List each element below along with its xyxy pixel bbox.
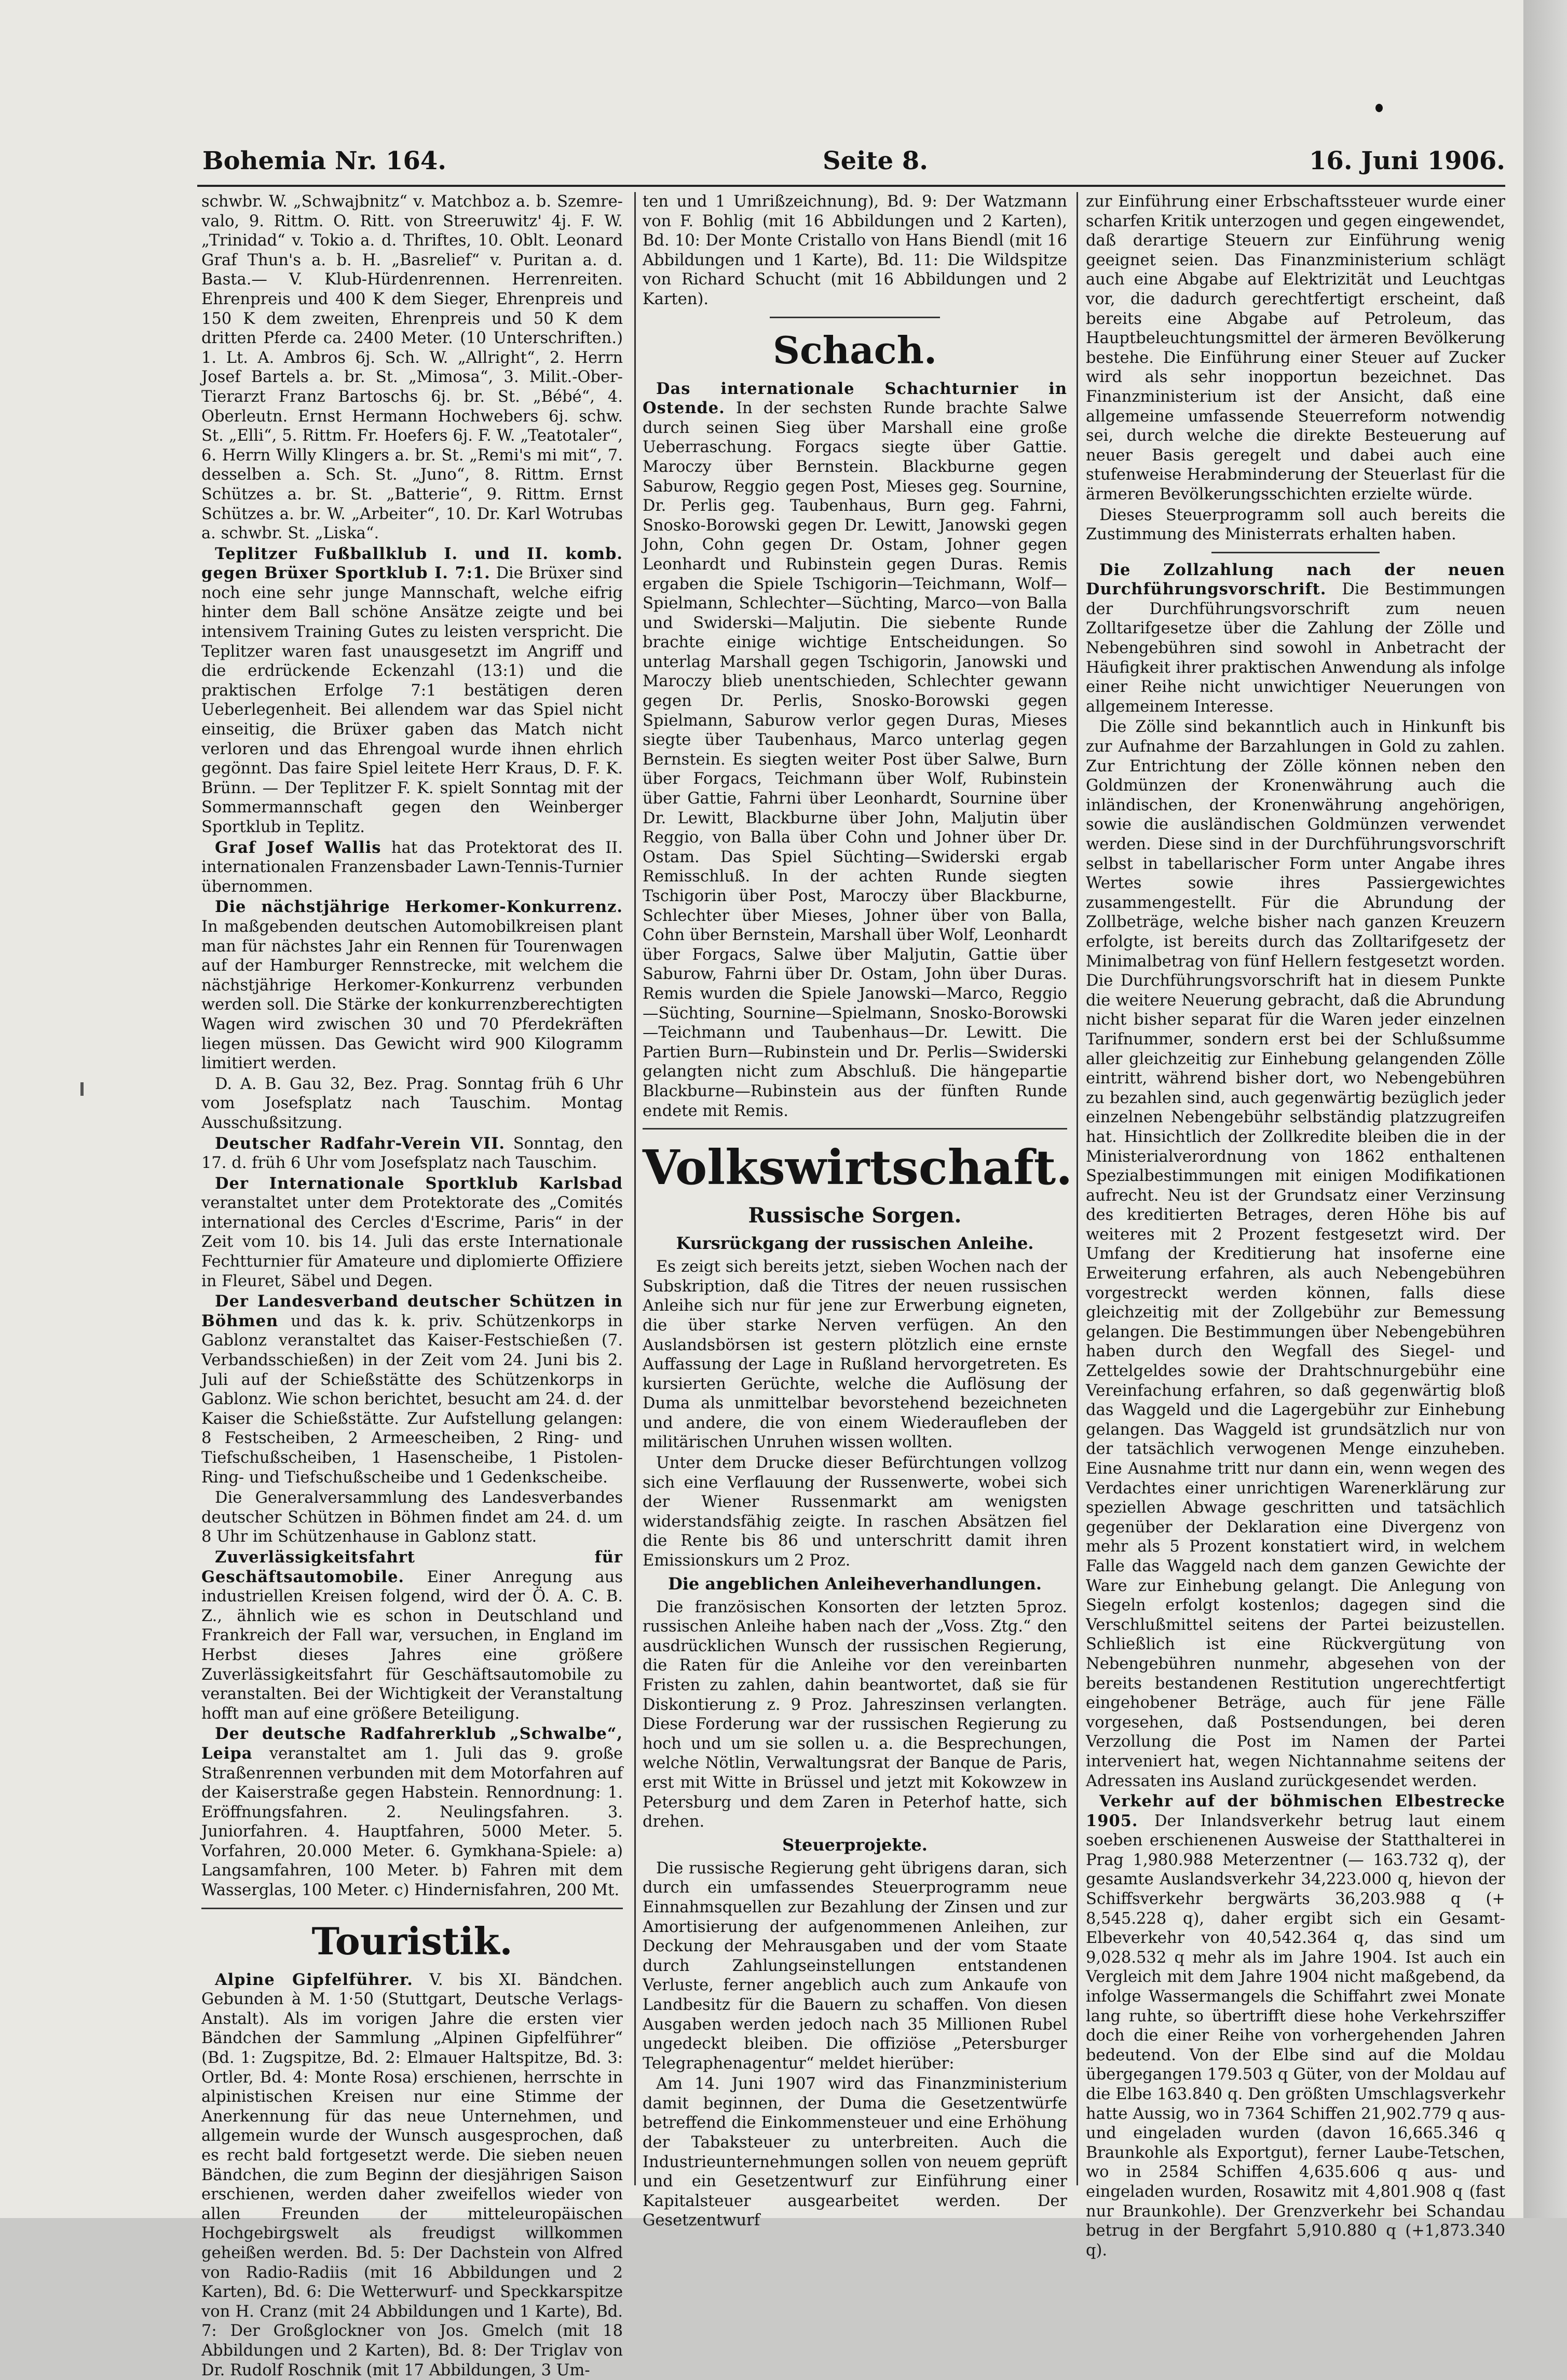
ink-spot [1375, 104, 1383, 112]
column-1 [201, 192, 623, 2379]
article-title: Russische Sorgen. [748, 1203, 962, 1228]
article-text: Der Inlandsverkehr betrug laut einem soeben erschienenen Ausweise der Statthalterei in Prag 1,980.988 Meterzentner (— 163.732 q), der gesamte Auslandsverkehr 34,223.000 q, hievon der Schiffsverkehr bergwärts 36,203.988 q (+ 8,545.228 q), daher ergibt sich ein Gesamt-Elbeverkehr von 40,542.364 q, das sind um 9,028.532 q mehr als im Jahre 1904. Ist auch ein Vergleich mit dem Jahre 1904 nicht maßgebend, da infolge Wassermangels die Schiffahrt zwei Monate lang ruhte, so übertrifft diese hohe Verkehrsziffer doch die einer Reihe von vorhergehenden Jahren bedeutend. Von der Elbe sind auf die Moldau übergegangen 179.503 q Güter, von der Moldau auf die Elbe 163.840 q. Den größten Umschlagsverkehr hatte Aussig, wo in 7364 Schiffen 21,902.779 q aus- und eingeladen wurden (davon 16,665.346 q Braunkohle als Exportgut), ferner Laube-Tetschen, wo in 2584 Schiffen 4,635.606 q aus- und eingeladen wurden, Rosawitz mit 4,801.908 q (fast nur Braunkohle). Der Grenzverkehr bei Schandau betrug in der Bergfahrt 5,910.880 q (+1,873.340 q). [1086, 1812, 1505, 2260]
section-divider [201, 1908, 623, 1909]
article-text: Die Brüxer sind noch eine sehr junge Mannschaft, welche eifrig hinter dem Ball schöne Ansätze zeigte und bei intensivem Training Gutes zu leisten verspricht. Die Teplitzer waren fast unausgesetzt im Angriff und die erdrückende Eckenzahl (13:1) und die praktischen Erfolge 7:1 bestätigen deren Ueberlegenheit. Bei allendem war das Spiel nicht einseitig, die Brüxer gaben das Match nicht verloren und das Ehrengoal wurde ihnen ehrlich gegönnt. Das faire Spiel leitete Herr Kraus, D. F. K. Brünn. — Der Teplitzer F. K. spielt Sonntag mit der Sommermannschaft gegen den Weinberger Sportklub in Teplitz. [201, 564, 623, 836]
header-publication: Bohemia Nr. 164. [202, 146, 446, 175]
article-subtitle: Die angeblichen Anleiheverhandlungen. [667, 1573, 1042, 1594]
article-text: ten und 1 Umrißzeichnung), Bd. 9: Der Watzmann von F. Bohlig (mit 16 Abbildungen und 2 Karten), Bd. 10: Der Monte Cristallo von Hans Biendl (mit 16 Abbildungen und 1 Karte), Bd. 11: Die Wildspitze von Richard Schucht (mit 16 Abbildungen und 2 Karten). [643, 193, 1067, 308]
article-paragraph [201, 1174, 623, 1291]
article-text: Die Generalversammlung des Landesverbandes deutscher Schützen in Böhmen findet am 24. d. um 8 Uhr im Schützenhause in Gablonz statt. [201, 1489, 623, 1546]
article-paragraph [1086, 1792, 1505, 2260]
article-paragraph [201, 1724, 623, 1900]
article-heading: Teplitzer Fußballklub I. und II. komb. gegen Brüxer Sportklub I. 7:1. [201, 544, 623, 583]
article-paragraph [643, 379, 1067, 1121]
article-paragraph [201, 1970, 623, 2380]
article-subtitle: Kursrückgang der russischen Anleihe. [676, 1233, 1034, 1254]
article-paragraph [201, 1134, 623, 1173]
article-paragraph [201, 1548, 623, 1723]
article-heading: Alpine Gipfelführer. [215, 1970, 413, 1989]
article-heading: Der deutsche Radfahrerklub „Schwalbe“, Leipa [201, 1724, 623, 1763]
article-text: hat das Protektorat des II. internationalen Franzensbader Lawn-Tennis-Turnier übernommen. [201, 838, 623, 896]
article-heading: Der Landesverband deutscher Schützen in Böhmen [201, 1292, 623, 1330]
column-3 [1086, 192, 1505, 2260]
article-paragraph [201, 897, 623, 1073]
section-title-touristik: Touristik. [311, 1919, 513, 1963]
article-paragraph [201, 838, 623, 897]
article-text: Unter dem Drucke dieser Befürchtungen vollzog sich eine Verflauung der Russenwerte, wobei sich der Wiener Russenmarkt am wenigsten widerstandsfähig zeigte. In raschen Absätzen fiel die Rente bis 86 und unterschritt damit ihren Emissionskurs um 2 Proz. [643, 1454, 1067, 1570]
article-heading: Verkehr auf der böhmischen Elbestrecke 1905. [1086, 1792, 1505, 1830]
section-title-schach: Schach. [772, 328, 937, 372]
column-rule [634, 192, 636, 2185]
article-text: veranstaltet unter dem Protektorate des „Comités international des Cercles d'Escrime, Paris“ in der Zeit vom 10. bis 14. Juli das erste Internationale Fechtturnier für Amateure und diplomierte Offiziere in Fleuret, Säbel und Degen. [201, 1194, 623, 1290]
article-paragraph [201, 545, 623, 837]
article-text: Sonntag, den 17. d. früh 6 Uhr vom Josefsplatz nach Tauschim. [201, 1134, 623, 1173]
section-divider [770, 317, 939, 318]
article-heading: Die Zollzahlung nach der neuen Durchführungsvorschrift. [1086, 560, 1505, 599]
article-text: zur Einführung einer Erbschaftssteuer wurde einer scharfen Kritik unterzogen und gegen eingewendet, daß derartige Steuern zur Einführung wenig geeignet seien. Das Finanzministerium schlägt auch eine Abgabe auf Elektrizität und Leuchtgas vor, die dadurch gerechtfertigt erscheint, daß bereits eine Abgabe auf Petroleum, das Hauptbeleuchtungsmittel der ärmeren Bevölkerung bestehe. Die Einführung einer Steuer auf Zucker wird als sehr inopportun bezeichnet. Das Finanzministerium ist der Ansicht, daß eine allgemeine umfassende Steuerreform notwendig sei, durch welche die direkte Besteuerung auf neuer Basis geregelt und dabei auch eine stufenweise Herabminderung der Steuerlast für die ärmeren Bevölkerungsschichten erzielte würde. [1086, 193, 1505, 504]
article-paragraph [201, 1292, 623, 1487]
page-edge-shadow [1523, 0, 1567, 2218]
article-heading: Graf Josef Wallis [215, 838, 381, 857]
header-rule [197, 185, 1505, 187]
section-title-volkswirtschaft: Volkswirtschaft. [643, 1139, 1073, 1196]
article-text: In der sechsten Runde brachte Salwe durch seinen Sieg über Marshall eine große Ueberraschung. Forgacs siegte über Gattie. Maroczy über Bernstein. Blackburne gegen Saburow, Reggio gegen Post, Mieses geg. Sournine, Dr. Perlis geg. Taubenhaus, Burn geg. Fahrni, Snosko-Borowski gegen Dr. Lewitt, Janowski gegen John, Cohn gegen Dr. Ostam, Johner gegen Leonhardt und Rubinstein gegen Duras. Remis ergaben die Spiele Tschigorin—Teichmann, Wolf—Spielmann, Schlechter—Süchting, Marco—von Balla und Swiderski—Maljutin. Die siebente Runde brachte einige wichtige Entscheidungen. So unterlag Marshall gegen Tschigorin, Janowski und Maroczy blieb unentschieden, Schlechter gewann gegen Dr. Perlis, Snosko-Borowski gegen Spielmann, Saburow verlor gegen Duras, Mieses siegte über Taubenhaus, Marco unterlag gegen Bernstein. Es siegten weiter Post über Salwe, Burn über Forgacs, Teichmann über Wolf, Rubinstein über Gattie, Fahrni über Leonhardt, Sournine über Dr. Lewitt, Blackburne über John, Maljutin über Reggio, von Balla über Cohn und Johner über Dr. Ostam. Das Spiel Süchting—Swiderski ergab Remisschluß. In der achten Runde siegten Tschigorin über Post, Maroczy über Blackburne, Schlechter über Mieses, Johner über von Balla, Cohn über Bernstein, Marshall über Wolf, Leonhardt über Forgacs, Salwe über Maljutin, Gattie über Saburow, Fahrni über Dr. Ostam, John über Duras. Remis wurden die Spiele Janowski—Marco, Reggio—Süchting, Sournine—Spielmann, Snosko-Borowski—Teichmann und Taubenhaus—Dr. Lewitt. Die Partien Burn—Rubinstein und Dr. Perlis—Swiderski gelangten nicht zum Abschluß. Die hängepartie Blackburne—Rubinstein aus der fünften Runde endete mit Remis. [643, 399, 1067, 1120]
article-text: Am 14. Juni 1907 wird das Finanzministerium damit beginnen, der Duma die Gesetzentwürfe betreffend die Einkommensteuer und eine Erhöhung der Tabaksteuer zu unterbreiten. Auch die Industrieunternehmungen sollen von neuem geprüft und ein Gesetzentwurf zur Einführung einer Kapitalsteuer ausgearbeitet werden. Der Gesetzentwurf [643, 2075, 1067, 2230]
article-text: Einer Anregung aus industriellen Kreisen folgend, wird der Ö. A. C. B. Z., ähnlich wie es schon in Deutschland und Frankreich der Fall war, versuchen, in England im Herbst dieses Jahres eine größere Zuverlässigkeitsfahrt für Geschäftsautomobile zu veranstalten. Bei der Wichtigkeit der Veranstaltung hofft man auf eine größere Beteiligung. [201, 1568, 623, 1723]
page-header [197, 140, 1505, 187]
header-page-number: Seite 8. [823, 146, 928, 175]
section-divider [643, 1128, 1067, 1130]
article-text: Es zeigt sich bereits jetzt, sieben Wochen nach der Subskription, daß die Titres der neuen russischen Anleihe sich nur für jene zur Erwerbung eigneten, die über starke Nerven verfügen. An den Auslandsbörsen ist gestern plötzlich eine ernste Auffassung der Lage in Rußland hervorgetreten. Es kursierten Gerüchte, welche die Auflösung der Duma als unmittelbar bevorstehend bezeichneten und andere, die von einem Wiederaufleben der militärischen Unruhen wissen wollten. [643, 1258, 1067, 1452]
article-paragraph [1086, 561, 1505, 717]
column-2 [643, 192, 1073, 2230]
article-text: In maßgebenden deutschen Automobilkreisen plant man für nächstes Jahr ein Rennen für Tourenwagen auf der Hamburger Rennstrecke, mit welchem die nächstjährige Herkomer-Konkurrenz verbunden werden soll. Die Stärke der konkurrenzberechtigten Wagen wird zwischen 30 und 70 Pferdekräften liegen müssen. Das Gewicht wird 900 Kilogramm limitiert werden. [201, 917, 623, 1073]
article-text: Die Bestimmungen der Durchführungsvorschrift zum neuen Zolltarifgesetze über die Zahlung der Zölle und Nebengebühren sind sowohl in Anbetracht der Häufigkeit ihrer praktischen Anwendung als infolge einer Reihe nicht unwichtiger Neuerungen von allgemeinem Interesse. [1086, 580, 1505, 716]
header-date: 16. Juni 1906. [1309, 146, 1505, 175]
article-text: Die Zölle sind bekanntlich auch in Hinkunft bis zur Aufnahme der Barzahlungen in Gold zu zahlen. Zur Entrichtung der Zölle können neben den Goldmünzen der Kronenwährung auch die inländischen, der Kronenwährung angehörigen, sowie die ausländischen Goldmünzen verwendet werden. Diese sind in der Durchführungsvorschrift selbst in tabellarischer Form unter Angabe ihres Wertes sowie ihres Passiergewichtes zusammengestellt. Für die Abrundung der Zollbeträge, welche bisher nach ganzen Kreuzern erfolgte, ist bereits durch das Zolltarifgesetz der Minimalbetrag von fünf Hellern festgesetzt worden. Die Durchführungsvorschrift hat in diesem Punkte die weitere Neuerung gebracht, daß die Abrundung nicht bisher separat für die Waren jeder einzelnen Tarifnummer, sondern erst bei der Schlußsumme aller gleichzeitig zur Einhebung gelangenden Zölle eintritt, während bisher dort, wo Nebengebühren zu bezahlen sind, auch gegenwärtig bezüglich jeder einzelnen Nebengebühr selbständig platzzugreifen hat. Hinsichtlich der Zollkredite bleiben die in der Ministerialverordnung von 1862 enthaltenen Spezialbestimmungen mit einigen Modifikationen aufrecht. Neu ist der Grundsatz einer Verzinsung des kreditierten Betrages, deren Höhe bis auf weiteres mit 2 Prozent festgesetzt wird. Der Umfang der Kreditierung hat insoferne eine Erweiterung erfahren, als auch Nebengebühren vorgestreckt werden können, falls diese gleichzeitig mit der Zollgebühr zur Bemessung gelangen. Die Bestimmungen über Nebengebühren haben durch den Wegfall des Siegel- und Zettelgeldes sowie der Drahtschnurgebühr eine Vereinfachung erfahren, so daß gegenwärtig bloß das Waggeld und die Lagergebühr zur Einhebung gelangen. Das Waggeld ist grundsätzlich nur von der tatsächlich verwogenen Menge einzuheben. Eine Ausnahme tritt nur dann ein, wenn wegen des Verdachtes einer unrichtigen Warenerklärung zur speziellen Abwage geschritten und tatsächlich gegenüber der Deklaration eine Divergenz von mehr als 5 Prozent konstatiert wird, in welchem Falle das Waggeld nach dem ganzen Gewichte der Ware zur Einhebung gelangt. Die Anlegung von Siegeln erfolgt kostenlos; dagegen sind die Verschlußmittel seitens der Partei beizustellen. Schließlich ist eine Rückvergütung von Nebengebühren nunmehr, abgesehen von der bereits bestandenen Restitution ungerechtfertigt eingehobener Beträge, auch für jene Fälle vorgesehen, daß Postsendungen, bei deren Verzollung die Post im Namen der Partei interveniert hat, wegen Nichtannahme seitens der Adressaten ins Ausland zurückgesendet werden. [1086, 718, 1505, 1790]
article-text: D. A. B. Gau 32, Bez. Prag. Sonntag früh 6 Uhr vom Josefsplatz nach Tauschim. Montag Ausschußsitzung. [201, 1075, 623, 1132]
article-text: veranstaltet am 1. Juli das 9. große Straßenrennen verbunden mit dem Motorfahren auf der Kaiserstraße gegen Habstein. Rennordnung: 1. Eröffnungsfahren. 2. Neulingsfahren. 3. Juniorfahren. 4. Hauptfahren, 5000 Meter. 5. Vorfahren, 20.000 Meter. 6. Gymkhana-Spiele: a) Langsamfahren, 100 Meter. b) Fahren mit dem Wasserglas, 100 Meter. c) Hindernisfahren, 200 Mt. [201, 1744, 623, 1900]
article-text: und das k. k. priv. Schützenkorps in Gablonz veranstaltet das Kaiser-Festschießen (7. Verbandsschießen) in der Zeit vom 24. Juni bis 2. Juli auf der Schießstätte des Schützenkorps in Gablonz. Wie schon berichtet, besucht am 24. d. der Kaiser die Schießstätte. Zur Aufstellung gelangen: 8 Festscheiben, 2 Armeescheiben, 2 Ring- und Tiefschußscheiben, 1 Hasenscheibe, 1 Pistolen-Ring- und Tiefschußscheibe und 1 Gedenkscheibe. [201, 1312, 623, 1487]
article-subtitle: Steuerprojekte. [782, 1834, 928, 1855]
margin-mark [80, 1082, 84, 1096]
article-heading: Der Internationale Sportklub Karlsbad [215, 1174, 623, 1193]
column-rule [1077, 192, 1078, 2185]
article-text: Die französischen Konsorten der letzten 5proz. russischen Anleihe haben nach der „Voss. Ztg.“ den ausdrücklichen Wunsch der russischen Regierung, die Raten für die Anleihe vor den vereinbarten Fristen zu zahlen, dahin beantwortet, daß sie für Diskontierung z. 9 Proz. Jahreszinsen verlangten. Diese Forderung war der russischen Regierung zu hoch und um sie sollen u. a. die Besprechungen, welche Nötlin, Verwaltungsrat der Banque de Paris, erst mit Witte in Brüssel und jetzt mit Kokowzew in Petersburg und dem Zaren in Peterhof hatte, sich drehen. [643, 1598, 1067, 1831]
article-heading: Das internationale Schachturnier in Ostende. [643, 379, 1067, 418]
article-heading: Zuverlässigkeitsfahrt für Geschäftsautomobile. [201, 1547, 623, 1586]
section-divider [1211, 552, 1379, 553]
article-text: Die russische Regierung geht übrigens daran, sich durch ein umfassendes Steuerprogramm neue Einnahmsquellen zur Bezahlung der Zinsen und zur Amortisierung der aufgenommenen Anleihen, zur Deckung der Mehrausgaben und der vom Staate durch Zahlungseinstellungen entstandenen Verluste, ferner angeblich auch zum Ankaufe von Landbesitz für die Bauern zu schaffen. Von diesen Ausgaben werden jedoch nach 35 Millionen Rubel ungedeckt bleiben. Die offiziöse „Petersburger Telegraphenagentur“ meldet hierüber: [643, 1859, 1067, 2073]
article-text: schwbr. W. „Schwajbnitz“ v. Matchboz a. b. Szemre-valo, 9. Rittm. O. Ritt. von Streeruwitz' 4j. F. W. „Trinidad“ v. Tokio a. d. Thriftes, 10. Oblt. Leonard Graf Thun's a. b. H. „Basrelief“ v. Puritan a. d. Basta.— V. Klub-Hürdenrennen. Herrenreiten. Ehrenpreis und 400 K dem Sieger, Ehrenpreis und 150 K dem zweiten, Ehrenpreis und 50 K dem dritten Pferde ca. 2400 Meter. (10 Unterschriften.) 1. Lt. A. Ambros 6j. Sch. W. „Allright“, 2. Herrn Josef Bartels a. br. St. „Mimosa“, 3. Milit.-Ober-Tierarzt Franz Bartoschs 6j. br. St. „Bébé“, 4. Oberleutn. Ernst Hermann Hochwebers 6j. schw. St. „Elli“, 5. Rittm. Fr. Hoefers 6j. F. W. „Teatotaler“, 6. Herrn Willy Klingers a. br. St. „Remi's mi mit“, 7. desselben a. Sch. St. „Juno“, 8. Rittm. Ernst Schützes a. br. St. „Batterie“, 9. Rittm. Ernst Schützes a. br. W. „Arbeiter“, 10. Dr. Karl Wotrubas a. schwbr. St. „Liska“. [201, 193, 623, 543]
article-text: Dieses Steuerprogramm soll auch bereits die Zustimmung des Ministerrats erhalten haben. [1086, 506, 1505, 544]
article-heading: Die nächstjährige Herkomer-Konkurrenz. [215, 897, 623, 917]
article-text: V. bis XI. Bändchen. Gebunden à M. 1·50 (Stuttgart, Deutsche Verlags-Anstalt). Als im vorigen Jahre die ersten vier Bändchen der Sammlung „Alpinen Gipfelführer“ (Bd. 1: Zugspitze, Bd. 2: Elmauer Haltspitze, Bd. 3: Ortler, Bd. 4: Monte Rosa) erschienen, herrschte in alpinistischen Kreisen nur eine Stimme der Anerkennung für das neue Unternehmen, und allgemein wurde der Wunsch ausgesprochen, daß es recht bald fortgesetzt werde. Die sieben neuen Bändchen, die zum Beginn der diesjährigen Saison erschienen, werden daher zweifellos wieder von allen Freunden der mitteleuropäischen Hochgebirgswelt als freudigst willkommen geheißen werden. Bd. 5: Der Dachstein von Alfred von Radio-Radiis (mit 16 Abbildungen und 2 Karten), Bd. 6: Die Wetterwurf- und Speckkarspitze von H. Cranz (mit 24 Abbildungen und 1 Karte), Bd. 7: Der Großglockner von Jos. Gmelch (mit 18 Abbildungen und 2 Karten), Bd. 8: Der Triglav von Dr. Rudolf Roschnik (mit 17 Abbildungen, 3 Um- [201, 1970, 623, 2379]
article-heading: Deutscher Radfahr-Verein VII. [215, 1134, 505, 1153]
